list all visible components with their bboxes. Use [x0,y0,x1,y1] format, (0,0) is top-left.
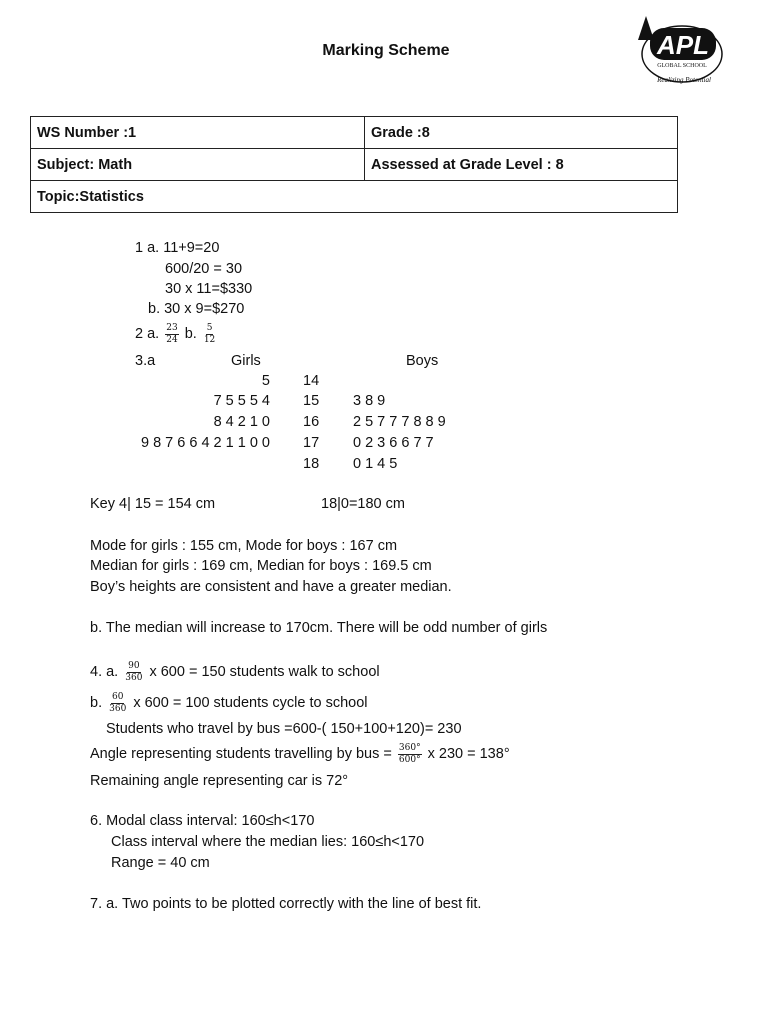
ws-number-cell: WS Number :1 [31,117,365,149]
worksheet-info-table [30,116,678,213]
key-girls: Key 4| 15 = 154 cm [90,496,216,512]
q3-label: 3.a [135,353,156,369]
girls-leaves: 5 [261,373,270,389]
apl-school-logo [634,14,730,90]
subject-cell: Subject: Math [31,149,365,181]
q4-bus: Students who travel by bus =600-( 150+100+120)= 230 [106,721,462,737]
boys-leaves: 3 8 9 [353,393,386,409]
q6-median-class: Class interval where the median lies: 160≤h<170 [111,834,425,850]
stem: 18 [303,456,320,472]
q4-angle: Angle representing students travelling by bus = $\frac{360^\circ}{600^\circ}$ x 230 = 138° [90,742,510,765]
stem: 14 [303,373,320,389]
svg-text:APL: APL [657,30,709,60]
q2-a-fraction: $\frac{23}{24}$ [166,322,178,345]
q4-b: b. $\frac{60}{360}$ x 600 = 100 students cycle to school [90,691,368,714]
page-title: Marking Scheme [322,42,450,59]
q4-b-fraction: $\frac{60}{360}$ [109,691,127,714]
q2-answer: 2 a. $\frac{23}{24}$ b. $\frac{5}{12}$ [135,322,216,345]
q7-a: 7. a. Two points to be plotted correctly with the line of best fit. [90,896,482,912]
q3-conclusion: Boy’s heights are consistent and have a greater median. [90,579,452,595]
girls-leaves: 8 4 2 1 0 [213,414,270,430]
q4-a: 4. a. $\frac{90}{360}$ x 600 = 150 students walk to school [90,660,380,683]
boys-leaves: 0 1 4 5 [353,456,398,472]
boys-leaves: 2 5 7 7 7 8 8 9 [353,414,446,430]
q6-range: Range = 40 cm [111,855,210,871]
svg-text:GLOBAL SCHOOL: GLOBAL SCHOOL [657,63,707,69]
girls-header: Girls [231,353,261,369]
q4-a-fraction: $\frac{90}{360}$ [125,660,143,683]
topic-cell: Topic:Statistics [31,181,678,213]
q2-b-fraction: $\frac{5}{12}$ [203,322,216,345]
girls-leaves: 9 8 7 6 6 4 2 1 1 0 0 [141,435,270,451]
q4-car: Remaining angle representing car is 72° [90,773,349,789]
q3-b: b. The median will increase to 170cm. There will be odd number of girls [90,620,548,636]
stem: 16 [303,414,320,430]
svg-text:Realizing Potential: Realizing Potential [657,76,711,84]
q3-mode: Mode for girls : 155 cm, Mode for boys : 167 cm [90,538,398,554]
q1-a-line1: 1 a. 11+9=20 [135,240,220,256]
boys-leaves: 0 2 3 6 6 7 7 [353,435,434,451]
stem: 15 [303,393,320,409]
q1-a-line3: 30 x 11=$330 [165,281,253,297]
girls-leaves: 7 5 5 5 4 [213,393,270,409]
q4-angle-fraction: $\frac{360^\circ}{600^\circ}$ [398,742,421,765]
q1-b: b. 30 x 9=$270 [148,301,245,317]
q6-modal: 6. Modal class interval: 160≤h<170 [90,813,315,829]
assessed-grade-cell: Assessed at Grade Level : 8 [365,149,678,181]
boys-header: Boys [406,353,439,369]
key-boys: 18|0=180 cm [321,496,405,512]
grade-cell: Grade :8 [365,117,678,149]
q1-a-line2: 600/20 = 30 [165,261,243,277]
stem: 17 [303,435,320,451]
q3-median: Median for girls : 169 cm, Median for boys : 169.5 cm [90,558,432,574]
